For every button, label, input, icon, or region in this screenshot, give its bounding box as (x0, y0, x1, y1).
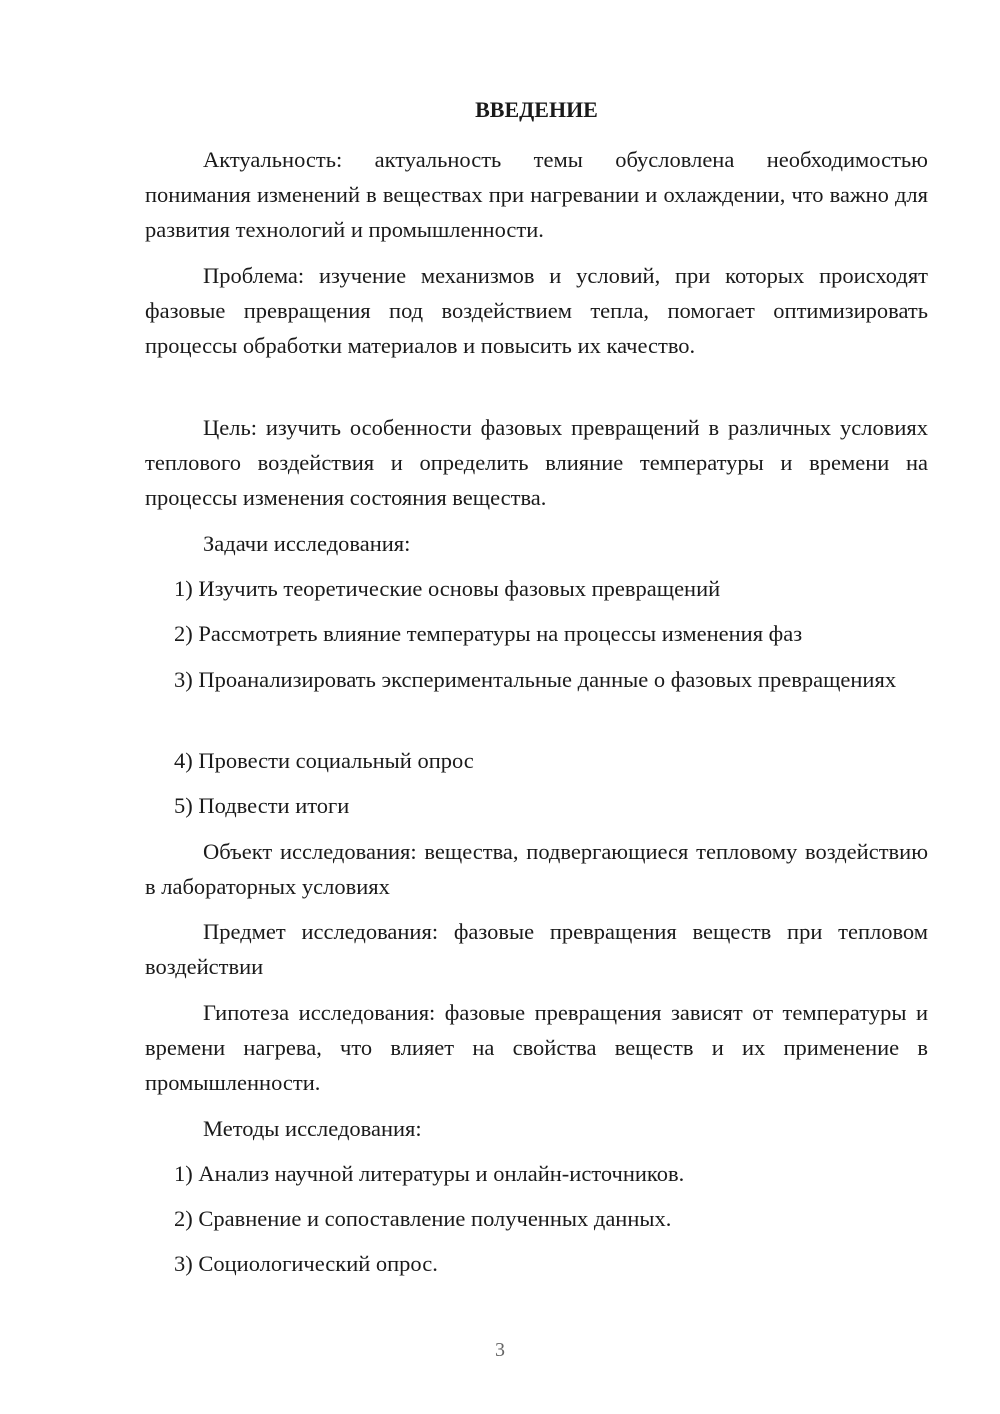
task-item-3: 3) Проанализировать экспериментальные данные о фазовых превращениях (174, 667, 897, 692)
tasks-heading: Задачи исследования: (203, 531, 411, 556)
method-item-3: 3) Социологический опрос. (174, 1251, 438, 1276)
paragraph-relevance: Актуальность: актуальность темы обусловлена необходимостью понимания изменений в веществах при нагревании и охлаждении, что важно для развития технологий и промышленности. (145, 147, 928, 242)
paragraph-object: Объект исследования: вещества, подвергающиеся тепловому воздействию в лабораторных условиях (145, 839, 928, 899)
task-item-5: 5) Подвести итоги (174, 793, 350, 818)
methods-heading: Методы исследования: (203, 1116, 422, 1141)
paragraph-subject: Предмет исследования: фазовые превращения веществ при тепловом воздействии (145, 919, 928, 979)
task-item-4: 4) Провести социальный опрос (174, 748, 474, 773)
paragraph-goal: Цель: изучить особенности фазовых превращений в различных условиях теплового воздействия и определить влияние температуры и времени на процессы изменения состояния вещества. (145, 415, 928, 510)
paragraph-problem: Проблема: изучение механизмов и условий, при которых происходят фазовые превращения под воздействием тепла, помогает оптимизировать процессы обработки материалов и повысить их качество. (145, 263, 928, 358)
section-title: ВВЕДЕНИЕ (475, 97, 598, 122)
method-item-1: 1) Анализ научной литературы и онлайн-источников. (174, 1161, 685, 1186)
method-item-2: 2) Сравнение и сопоставление полученных данных. (174, 1206, 672, 1231)
task-item-1: 1) Изучить теоретические основы фазовых превращений (174, 576, 721, 601)
task-item-2: 2) Рассмотреть влияние температуры на процессы изменения фаз (174, 621, 803, 646)
paragraph-hypothesis: Гипотеза исследования: фазовые превращения зависят от температуры и времени нагрева, что влияет на свойства веществ и их применение в промышленности. (145, 1000, 928, 1095)
page-number: 3 (495, 1339, 505, 1361)
